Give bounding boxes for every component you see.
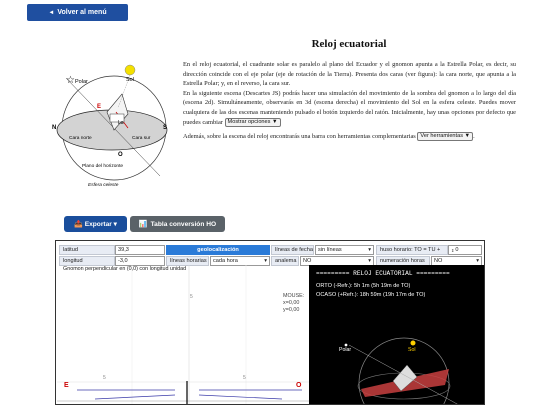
hour-lines-select[interactable]: cada hora ▾	[210, 256, 270, 266]
sphere-3d-view[interactable]	[309, 265, 485, 405]
date-lines-label: líneas de fecha	[271, 245, 314, 255]
label-west: O	[118, 152, 123, 158]
hour-lines-label: líneas horarias	[166, 256, 209, 266]
sun-label-3d: Sol	[408, 347, 416, 353]
polar-star-icon: ☆	[66, 75, 75, 86]
chevron-down-icon: ▾	[368, 258, 371, 264]
sunset-text: OCASO (+Refr.): 18h 59m (19h 17m de TO)	[316, 292, 426, 298]
timezone-label: huso horario: TO = TU +	[376, 245, 448, 255]
hour-numbering-label: numeración horas	[376, 256, 430, 266]
scene-3d-title: ========= RELOJ ECUATORIAL =========	[316, 270, 450, 277]
hour-numbering-select[interactable]: NO ▾	[431, 256, 482, 266]
export-icon: 📤	[74, 221, 83, 228]
conversion-table-button[interactable]	[130, 216, 225, 232]
chevron-down-icon: ▾	[264, 258, 267, 264]
page-title: Reloj ecuatorial	[311, 38, 387, 50]
tick-left: 5	[103, 375, 106, 381]
label-east: E	[97, 104, 102, 110]
show-tools-button[interactable]: Ver herramientas ▼	[417, 132, 473, 141]
label-plano-horizonte: Plano del horizonte	[82, 164, 124, 169]
label-cara-sur: Cara sur	[132, 136, 151, 141]
triangle-left-icon: ◄	[48, 9, 55, 16]
label-la: La	[118, 120, 124, 126]
polar-star-icon	[345, 344, 348, 347]
mouse-readout	[283, 293, 304, 314]
mouse-y: y=0,00	[283, 307, 300, 313]
descartes-scene[interactable]	[55, 240, 485, 405]
tick-right: 5	[243, 375, 246, 381]
paragraph-3: Además, sobre la escena del reloj encontrarás una barra con herramientas complementarias Ver herramientas ▼ .	[183, 133, 475, 141]
mouse-title: MOUSE:	[283, 293, 305, 299]
geolocation-button[interactable]: geolocalización	[166, 245, 270, 255]
label-esfera-celeste: Esfera celeste	[88, 183, 119, 188]
label-sol: Sol	[126, 77, 134, 83]
celestial-sphere-figure	[52, 58, 172, 193]
label-polar: Polar	[75, 79, 88, 85]
longitude-input[interactable]: -3,0	[115, 256, 165, 266]
back-button-label: Volver al menú	[57, 9, 107, 16]
sphere-3d-drawing	[309, 265, 485, 405]
label-east-2d: E	[64, 382, 69, 389]
analemma-label: analema	[271, 256, 299, 266]
latitude-label: latitud	[59, 245, 115, 255]
stepper-arrows-icon[interactable]: ⇕	[451, 247, 455, 253]
show-options-button[interactable]: Mostrar opciones ▼	[225, 118, 281, 127]
label-north: N	[52, 125, 57, 131]
chevron-down-icon: ▾	[368, 247, 371, 253]
date-lines-select[interactable]: sin líneas ▾	[315, 245, 374, 255]
mouse-x: x=0,00	[283, 300, 300, 306]
export-label: Exportar ▾	[84, 221, 117, 228]
label-south: S	[163, 125, 168, 131]
dial-2d-view[interactable]	[57, 265, 309, 405]
gnomon-caption: Gnomon perpendicular en (0,0) con longitud unidad	[63, 266, 187, 272]
latitude-input[interactable]: 39,3	[115, 245, 165, 255]
conversion-table-label: Tabla conversión HO	[150, 220, 217, 228]
polar-label-3d: Polar	[339, 347, 352, 353]
chevron-down-icon: ▾	[476, 258, 479, 264]
timezone-stepper[interactable]: ⇕ 0	[448, 245, 482, 255]
back-to-menu-button[interactable]	[27, 4, 128, 21]
longitude-label: longitud	[59, 256, 115, 266]
paragraph-2: En la siguiente escena (Descartes JS) podrás hacer una simulación del movimiento de la sombra del gnomon a lo largo del día (escena 2d). Simultáneamente, observarás en 3d (escena derecha) el movimiento del Sol en la esfera celeste. Puedes mover cualquiera de las dos escenas manteniendo pulsado el botón izquierdo del ratón. Inicialmente, hay unas opciones por defecto que puedes cambiar Mostrar opciones ▼	[183, 89, 516, 126]
export-button[interactable]	[64, 216, 127, 232]
label-west-2d: O	[296, 382, 302, 389]
sun-icon	[411, 341, 416, 346]
intro-text	[183, 60, 516, 142]
analemma-select[interactable]: NO ▾	[300, 256, 374, 266]
sunrise-text: ORTO (-Refr.): 5h 1m (5h 19m de TO)	[316, 283, 411, 289]
sun-icon	[125, 65, 135, 75]
label-cara-norte: Cara norte	[69, 136, 92, 141]
paragraph-1: En el reloj ecuatorial, el cuadrante solar es paralelo al plano del Ecuador y el gnomon apunta a la Estrella Polar, es decir, su dirección coincide con el eje polar (eje de rotación de la Tierra). Presenta dos caras (ver figura): la cara norte, que apunta a la Estrella Polar; y, en el reverso, la cara sur.	[183, 61, 516, 88]
tick-top: 5	[190, 294, 193, 300]
chart-icon: 📊	[138, 221, 148, 228]
